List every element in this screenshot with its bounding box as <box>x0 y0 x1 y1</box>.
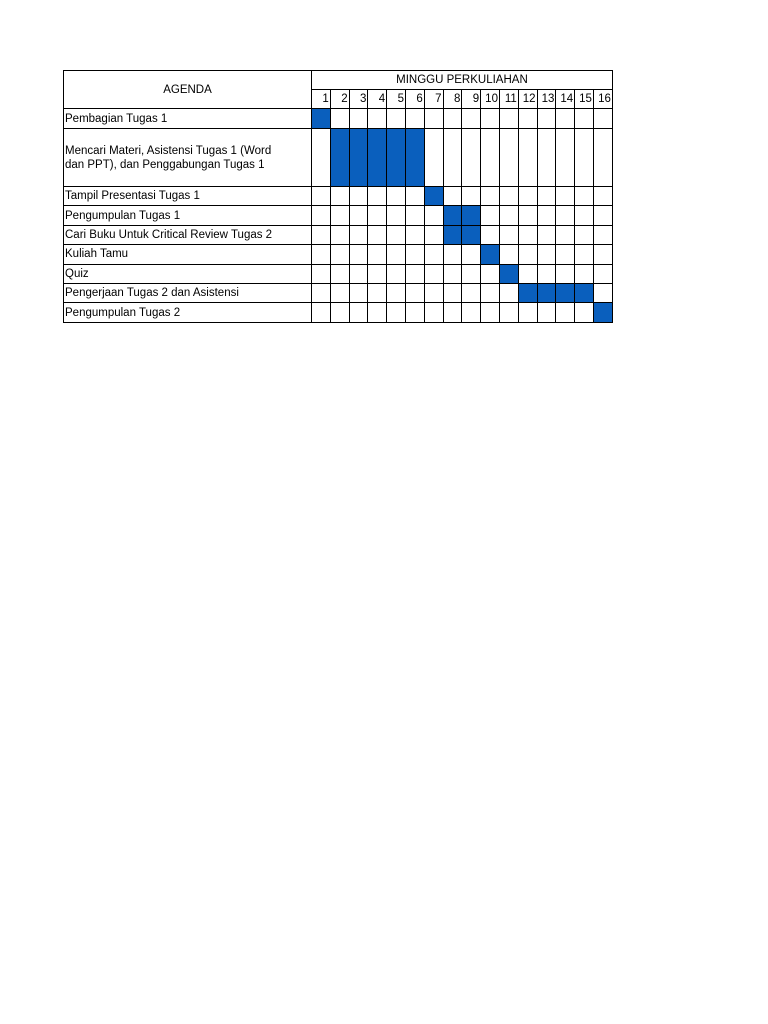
schedule-empty-cell <box>387 109 406 129</box>
agenda-header: AGENDA <box>64 71 312 109</box>
table-row <box>64 245 613 264</box>
schedule-empty-cell <box>556 129 575 187</box>
schedule-empty-cell <box>443 129 462 187</box>
week-number-1: 1 <box>312 90 331 109</box>
schedule-empty-cell <box>405 264 424 283</box>
week-number-4: 4 <box>368 90 387 109</box>
schedule-empty-cell <box>368 225 387 244</box>
schedule-empty-cell <box>405 109 424 129</box>
agenda-item-label: Pembagian Tugas 1 <box>64 109 312 129</box>
schedule-empty-cell <box>556 264 575 283</box>
schedule-empty-cell <box>312 225 331 244</box>
schedule-empty-cell <box>330 303 349 322</box>
week-number-8: 8 <box>443 90 462 109</box>
schedule-empty-cell <box>481 109 500 129</box>
week-number-11: 11 <box>499 90 518 109</box>
schedule-empty-cell <box>462 109 481 129</box>
week-number-2: 2 <box>330 90 349 109</box>
schedule-empty-cell <box>330 109 349 129</box>
schedule-empty-cell <box>462 187 481 206</box>
schedule-empty-cell <box>593 206 612 225</box>
week-number-14: 14 <box>556 90 575 109</box>
schedule-empty-cell <box>424 264 443 283</box>
table-row <box>64 206 613 225</box>
schedule-empty-cell <box>405 225 424 244</box>
schedule-empty-cell <box>424 245 443 264</box>
schedule-empty-cell <box>499 109 518 129</box>
schedule-empty-cell <box>481 187 500 206</box>
schedule-empty-cell <box>349 264 368 283</box>
schedule-empty-cell <box>405 303 424 322</box>
schedule-empty-cell <box>424 109 443 129</box>
schedule-empty-cell <box>518 225 537 244</box>
week-number-15: 15 <box>575 90 594 109</box>
schedule-empty-cell <box>575 206 594 225</box>
schedule-bar-cell <box>556 283 575 302</box>
schedule-empty-cell <box>387 264 406 283</box>
table-row <box>64 225 613 244</box>
schedule-empty-cell <box>518 109 537 129</box>
schedule-empty-cell <box>312 245 331 264</box>
schedule-bar-cell <box>387 129 406 187</box>
schedule-empty-cell <box>405 206 424 225</box>
schedule-empty-cell <box>593 187 612 206</box>
schedule-empty-cell <box>387 303 406 322</box>
schedule-empty-cell <box>387 245 406 264</box>
schedule-empty-cell <box>443 283 462 302</box>
schedule-empty-cell <box>368 264 387 283</box>
schedule-empty-cell <box>312 303 331 322</box>
schedule-empty-cell <box>462 245 481 264</box>
schedule-bar-cell <box>443 225 462 244</box>
schedule-empty-cell <box>368 206 387 225</box>
schedule-empty-cell <box>575 225 594 244</box>
schedule-empty-cell <box>499 245 518 264</box>
schedule-empty-cell <box>368 187 387 206</box>
schedule-empty-cell <box>575 129 594 187</box>
week-number-3: 3 <box>349 90 368 109</box>
schedule-empty-cell <box>368 109 387 129</box>
table-row <box>64 187 613 206</box>
schedule-empty-cell <box>462 129 481 187</box>
schedule-bar-cell <box>462 225 481 244</box>
schedule-empty-cell <box>575 187 594 206</box>
schedule-empty-cell <box>575 264 594 283</box>
schedule-empty-cell <box>349 109 368 129</box>
schedule-empty-cell <box>349 206 368 225</box>
week-number-10: 10 <box>481 90 500 109</box>
schedule-empty-cell <box>443 187 462 206</box>
agenda-item-label: Pengerjaan Tugas 2 dan Asistensi <box>64 283 312 302</box>
schedule-bar-cell <box>330 129 349 187</box>
table-row <box>64 264 613 283</box>
schedule-empty-cell <box>593 129 612 187</box>
schedule-empty-cell <box>424 129 443 187</box>
table-row <box>64 283 613 302</box>
schedule-bar-cell <box>443 206 462 225</box>
schedule-empty-cell <box>312 264 331 283</box>
week-number-13: 13 <box>537 90 556 109</box>
schedule-empty-cell <box>518 206 537 225</box>
schedule-bar-cell <box>481 245 500 264</box>
schedule-empty-cell <box>349 283 368 302</box>
schedule-bar-cell <box>499 264 518 283</box>
schedule-empty-cell <box>593 109 612 129</box>
schedule-empty-cell <box>593 283 612 302</box>
week-number-5: 5 <box>387 90 406 109</box>
schedule-empty-cell <box>424 283 443 302</box>
schedule-bar-cell <box>518 283 537 302</box>
schedule-empty-cell <box>499 303 518 322</box>
schedule-empty-cell <box>518 245 537 264</box>
schedule-empty-cell <box>462 283 481 302</box>
schedule-empty-cell <box>556 109 575 129</box>
schedule-empty-cell <box>499 129 518 187</box>
schedule-empty-cell <box>556 206 575 225</box>
schedule-empty-cell <box>556 187 575 206</box>
schedule-empty-cell <box>481 283 500 302</box>
schedule-empty-cell <box>312 206 331 225</box>
schedule-bar-cell <box>368 129 387 187</box>
schedule-bar-cell <box>575 283 594 302</box>
agenda-item-label: Quiz <box>64 264 312 283</box>
table-row <box>64 129 613 187</box>
schedule-empty-cell <box>368 283 387 302</box>
schedule-empty-cell <box>481 129 500 187</box>
agenda-item-label: Cari Buku Untuk Critical Review Tugas 2 <box>64 225 312 244</box>
schedule-bar-cell <box>312 109 331 129</box>
schedule-empty-cell <box>368 303 387 322</box>
schedule-empty-cell <box>556 303 575 322</box>
schedule-bar-cell <box>537 283 556 302</box>
schedule-empty-cell <box>424 206 443 225</box>
schedule-empty-cell <box>518 129 537 187</box>
schedule-empty-cell <box>330 283 349 302</box>
schedule-empty-cell <box>499 225 518 244</box>
schedule-empty-cell <box>518 264 537 283</box>
schedule-empty-cell <box>443 109 462 129</box>
schedule-bar-cell <box>349 129 368 187</box>
schedule-empty-cell <box>462 264 481 283</box>
schedule-empty-cell <box>443 264 462 283</box>
schedule-empty-cell <box>330 206 349 225</box>
schedule-empty-cell <box>312 187 331 206</box>
schedule-empty-cell <box>330 264 349 283</box>
schedule-empty-cell <box>330 187 349 206</box>
schedule-empty-cell <box>349 303 368 322</box>
schedule-empty-cell <box>481 206 500 225</box>
schedule-empty-cell <box>387 225 406 244</box>
schedule-table <box>63 70 613 323</box>
agenda-item-label: Pengumpulan Tugas 2 <box>64 303 312 322</box>
week-number-12: 12 <box>518 90 537 109</box>
schedule-empty-cell <box>575 109 594 129</box>
agenda-item-label: Kuliah Tamu <box>64 245 312 264</box>
schedule-empty-cell <box>330 245 349 264</box>
schedule-empty-cell <box>556 245 575 264</box>
schedule-empty-cell <box>537 187 556 206</box>
schedule-empty-cell <box>518 303 537 322</box>
schedule-empty-cell <box>387 187 406 206</box>
schedule-empty-cell <box>537 109 556 129</box>
schedule-empty-cell <box>481 225 500 244</box>
schedule-empty-cell <box>481 264 500 283</box>
schedule-empty-cell <box>443 245 462 264</box>
schedule-empty-cell <box>405 245 424 264</box>
schedule-empty-cell <box>575 245 594 264</box>
schedule-empty-cell <box>349 245 368 264</box>
schedule-empty-cell <box>387 206 406 225</box>
schedule-empty-cell <box>499 187 518 206</box>
schedule-empty-cell <box>387 283 406 302</box>
schedule-empty-cell <box>424 303 443 322</box>
schedule-empty-cell <box>481 303 500 322</box>
agenda-item-label: Tampil Presentasi Tugas 1 <box>64 187 312 206</box>
schedule-empty-cell <box>537 206 556 225</box>
week-number-7: 7 <box>424 90 443 109</box>
schedule-empty-cell <box>593 225 612 244</box>
schedule-empty-cell <box>537 264 556 283</box>
schedule-empty-cell <box>312 283 331 302</box>
week-number-16: 16 <box>593 90 612 109</box>
schedule-empty-cell <box>499 206 518 225</box>
schedule-empty-cell <box>462 303 481 322</box>
schedule-empty-cell <box>518 187 537 206</box>
table-body <box>64 109 613 323</box>
schedule-empty-cell <box>349 187 368 206</box>
schedule-empty-cell <box>330 225 349 244</box>
schedule-empty-cell <box>593 245 612 264</box>
schedule-empty-cell <box>556 225 575 244</box>
schedule-empty-cell <box>537 303 556 322</box>
week-number-6: 6 <box>405 90 424 109</box>
schedule-empty-cell <box>349 225 368 244</box>
schedule-empty-cell <box>593 264 612 283</box>
schedule-empty-cell <box>405 283 424 302</box>
schedule-empty-cell <box>537 129 556 187</box>
schedule-empty-cell <box>424 225 443 244</box>
schedule-bar-cell <box>405 129 424 187</box>
schedule-empty-cell <box>312 129 331 187</box>
schedule-empty-cell <box>405 187 424 206</box>
schedule-bar-cell <box>424 187 443 206</box>
schedule-empty-cell <box>537 245 556 264</box>
table-row <box>64 303 613 322</box>
schedule-empty-cell <box>537 225 556 244</box>
week-number-9: 9 <box>462 90 481 109</box>
table-row <box>64 109 613 129</box>
schedule-empty-cell <box>443 303 462 322</box>
agenda-item-label: Mencari Materi, Asistensi Tugas 1 (Word dan PPT), dan Penggabungan Tugas 1 <box>64 129 312 187</box>
schedule-bar-cell <box>593 303 612 322</box>
table-header <box>64 71 613 109</box>
schedule-empty-cell <box>499 283 518 302</box>
agenda-item-label: Pengumpulan Tugas 1 <box>64 206 312 225</box>
weeks-header: MINGGU PERKULIAHAN <box>312 71 613 90</box>
schedule-bar-cell <box>462 206 481 225</box>
schedule-empty-cell <box>368 245 387 264</box>
schedule-empty-cell <box>575 303 594 322</box>
